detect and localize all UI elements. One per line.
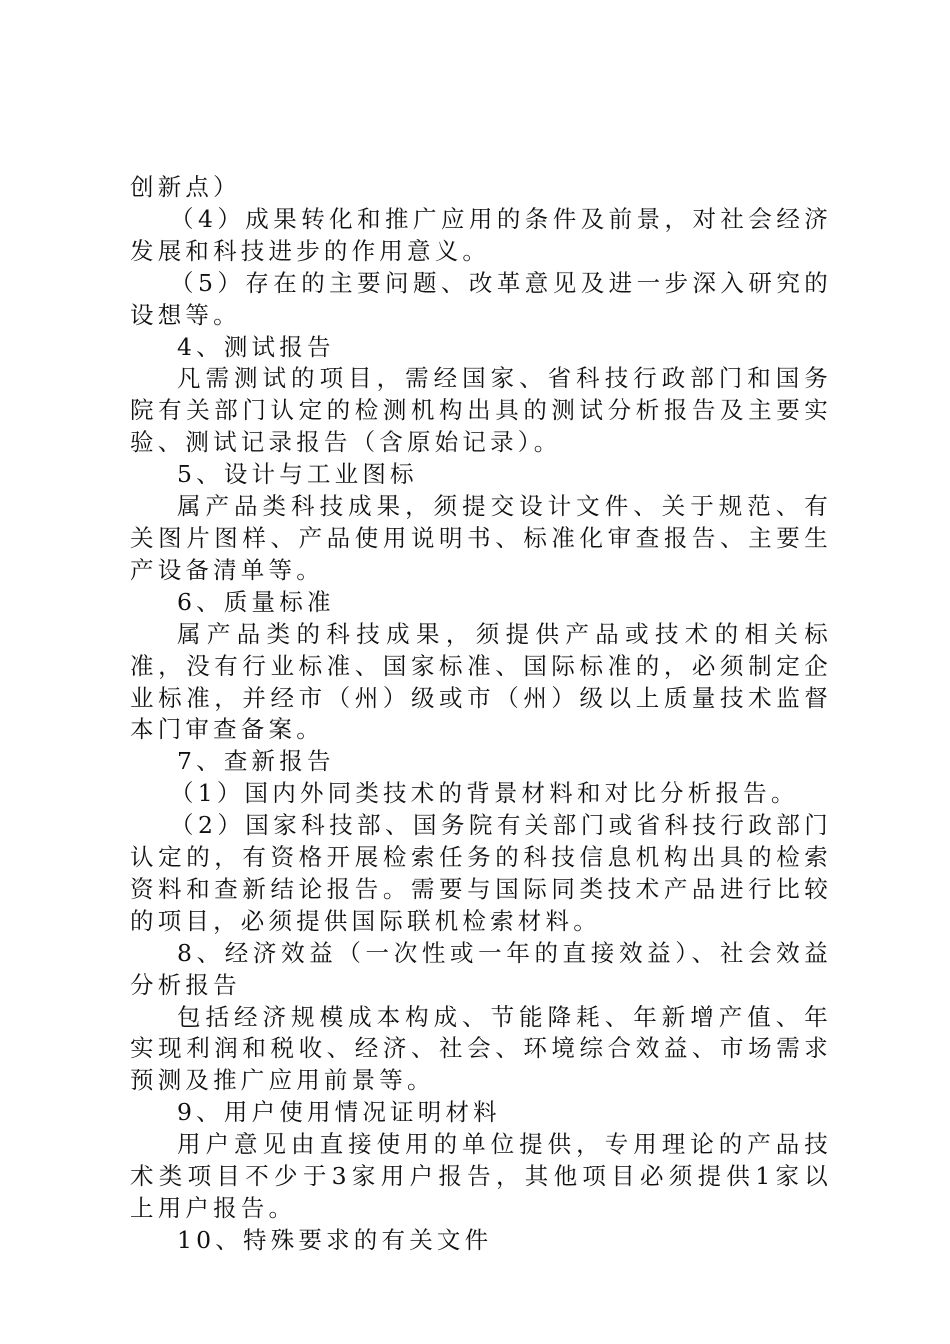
paragraph-design: 属产品类科技成果，须提交设计文件、关于规范、有关图片图样、产品使用说明书、标准化审查报告、主要生产设备清单等。 bbox=[130, 492, 832, 584]
heading-design: 5、设计与工业图标 bbox=[177, 460, 418, 489]
paragraph-user-proof: 用户意见由直接使用的单位提供，专用理论的产品技术类项目不少于3家用户报告，其他项目必须提供1家以上用户报告。 bbox=[130, 1130, 832, 1222]
paragraph-benefit-analysis: 包括经济规模成本构成、节能降耗、年新增产值、年实现利润和税收、经济、社会、环境综合效益、市场需求预测及推广应用前景等。 bbox=[130, 1002, 832, 1095]
paragraph-item-4: （4）成果转化和推广应用的条件及前景，对社会经济发展和科技进步的作用意义。 bbox=[130, 204, 832, 265]
paragraph-novelty-2: （2）国家科技部、国务院有关部门或省科技行政部门认定的，有资格开展检索任务的科技信息机构出具的检索资料和查新结论报告。需要与国际同类技术产品进行比较的项目，必须提供国际联机检索材料。 bbox=[130, 811, 832, 935]
paragraph-continuation: 创新点） bbox=[130, 173, 241, 201]
heading-novelty-search: 7、查新报告 bbox=[177, 747, 335, 776]
paragraph-test-report: 凡需测试的项目，需经国家、省科技行政部门和国务院有关部门认定的检测机构出具的测试分析报告及主要实验、测试记录报告（含原始记录）。 bbox=[130, 364, 832, 457]
heading-test-report: 4、测试报告 bbox=[177, 332, 335, 361]
paragraph-item-5: （5）存在的主要问题、改革意见及进一步深入研究的设想等。 bbox=[130, 268, 832, 329]
heading-special-docs: 10、特殊要求的有关文件 bbox=[177, 1225, 493, 1254]
paragraph-novelty-1: （1）国内外同类技术的背景材料和对比分析报告。 bbox=[170, 779, 799, 808]
document-page bbox=[130, 172, 832, 1257]
paragraph-quality-standard: 属产品类的科技成果，须提供产品或技术的相关标准，没有行业标准、国家标准、国际标准的，必须制定企业标准，并经市（州）级或市（州）级以上质量技术监督本门审查备案。 bbox=[130, 619, 832, 744]
heading-benefit-analysis: 8、经济效益（一次性或一年的直接效益）、社会效益分析报告 bbox=[130, 938, 832, 999]
heading-user-proof: 9、用户使用情况证明材料 bbox=[177, 1098, 501, 1127]
heading-quality-standard: 6、质量标准 bbox=[177, 587, 335, 616]
